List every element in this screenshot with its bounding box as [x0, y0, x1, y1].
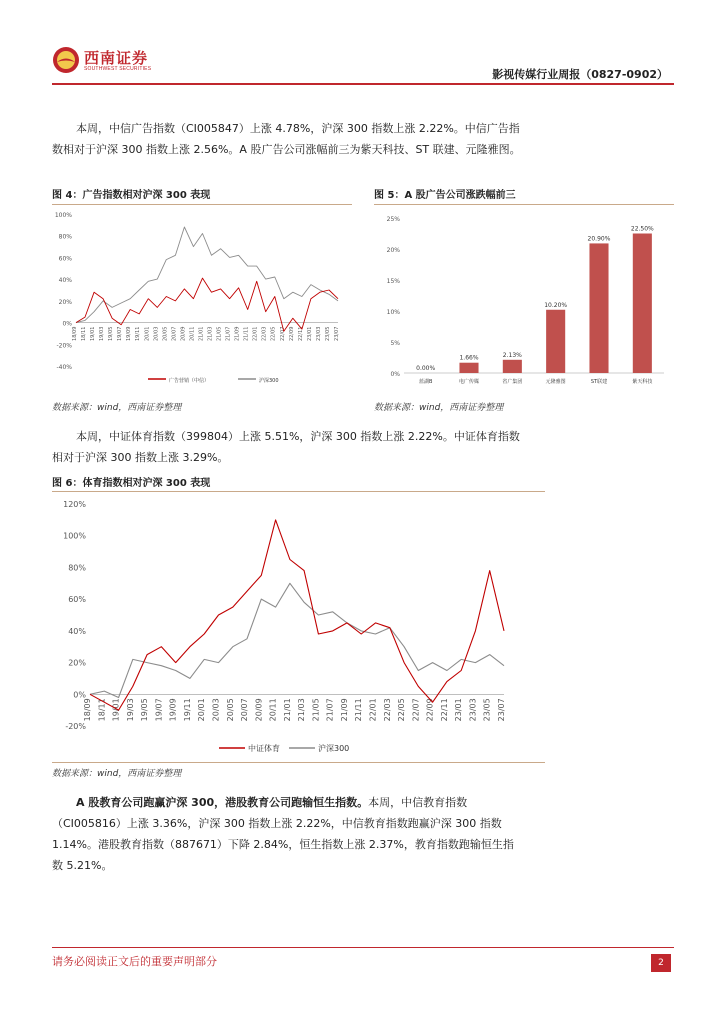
- logo-subtitle: SOUTHWEST SECURITIES: [84, 66, 152, 72]
- fig6-xtick-label: 20/01: [197, 698, 207, 722]
- fig6-xtick-label: 18/11: [97, 698, 107, 722]
- fig4-xtick-label: 20/01: [144, 326, 151, 341]
- fig5-ytick-label: 15%: [386, 278, 400, 285]
- fig4-xtick-label: 23/07: [334, 326, 340, 341]
- fig5-ytick-label: 0%: [390, 371, 400, 378]
- fig6-xtick-label: 21/09: [339, 698, 349, 722]
- fig6-rule: [52, 491, 545, 492]
- fig6-xtick-label: 19/03: [125, 698, 135, 722]
- fig5-category-label: 紫天科技: [632, 379, 653, 385]
- fig4-xtick-label: 23/05: [324, 326, 331, 341]
- fig5-chart: [374, 206, 674, 396]
- fig4-xtick-label: 19/03: [99, 326, 106, 341]
- fig5-bar-value-label: 2.13%: [502, 351, 522, 359]
- fig6-xtick-label: 23/01: [454, 698, 464, 722]
- fig5-ytick-label: 20%: [386, 247, 400, 254]
- fig6-xtick-label: 22/03: [382, 698, 392, 722]
- fig4-xtick-label: 18/11: [81, 326, 88, 341]
- fig6-xtick-label: 23/07: [497, 698, 506, 722]
- fig6-xtick-label: 19/11: [182, 698, 192, 722]
- fig4-xtick-label: 21/03: [207, 326, 214, 341]
- fig6-ytick-label: 80%: [68, 563, 86, 573]
- footer-disclaimer: 请务必阅读正文后的重要声明部分: [52, 955, 217, 968]
- fig6-chart: [52, 493, 545, 761]
- fig4-xtick-label: 20/05: [162, 326, 169, 341]
- fig6-xtick-label: 21/05: [311, 698, 321, 722]
- fig5-ytick-label: 10%: [386, 309, 400, 316]
- fig4-xtick-label: 22/11: [297, 326, 304, 341]
- fig5-category-label: 电广传媒: [458, 379, 480, 385]
- fig5-bar-value-label: 10.20%: [544, 301, 568, 309]
- fig6-xtick-label: 22/09: [425, 698, 435, 722]
- fig6-xtick-label: 21/03: [297, 698, 307, 722]
- fig4-xtick-label: 19/05: [108, 326, 115, 341]
- fig4-xtick-label: 20/09: [180, 326, 187, 341]
- fig4-xtick-label: 20/07: [171, 326, 178, 341]
- fig6-series-line: [90, 520, 504, 710]
- fig5-title: 图 5：A 股广告公司涨跌幅前三: [374, 190, 516, 201]
- fig6-ytick-label: 100%: [63, 531, 86, 541]
- fig4-source: 数据来源：wind，西南证券整理: [52, 403, 182, 413]
- fig5-category-label: 元隆雅图: [545, 379, 566, 385]
- fig6-xtick-label: 19/05: [140, 698, 150, 722]
- fig4-ytick-label: 60%: [58, 255, 72, 263]
- fig6-xtick-label: 20/11: [268, 698, 278, 722]
- fig4-ytick-label: -40%: [56, 364, 72, 371]
- fig5-source: 数据来源：wind，西南证券整理: [374, 403, 504, 413]
- report-title: 影视传媒行业周报（0827-0902）: [492, 68, 668, 81]
- paragraph-education-lead: A 股教育公司跑赢沪深 300，港股教育公司跑输恒生指数。: [76, 796, 369, 809]
- fig4-xtick-label: 21/01: [198, 326, 205, 341]
- header-divider: [52, 83, 674, 85]
- fig4-series-line: [76, 278, 338, 331]
- fig6-title: 图 6：体育指数相对沪深 300 表现: [52, 478, 211, 489]
- fig6-xtick-label: 23/05: [482, 698, 492, 722]
- fig4-rule: [52, 204, 352, 205]
- fig4-xtick-label: 23/03: [315, 326, 322, 341]
- fig5-bar-value-label: 22.50%: [630, 225, 654, 233]
- fig4-xtick-label: 19/01: [90, 326, 97, 341]
- fig4-xtick-label: 21/07: [225, 326, 232, 341]
- fig6-xtick-label: 19/01: [111, 698, 121, 722]
- fig4-xtick-label: 22/05: [270, 326, 277, 341]
- fig4-xtick-label: 19/09: [126, 326, 133, 341]
- fig6-xtick-label: 22/07: [411, 698, 421, 722]
- fig5-category-label: 蓝湖B: [418, 379, 433, 385]
- fig6-xtick-label: 20/03: [211, 698, 221, 722]
- logo-mark: [52, 46, 80, 74]
- logo: [52, 44, 162, 76]
- fig4-xtick-label: 22/03: [261, 326, 268, 341]
- fig6-xtick-label: 18/09: [83, 698, 92, 722]
- paragraph-sports: [52, 426, 523, 468]
- fig5-bar-value-label: 20.90%: [587, 235, 611, 243]
- fig6-ytick-label: 40%: [68, 626, 86, 636]
- fig4-xtick-label: 19/11: [135, 326, 142, 341]
- fig5-ytick-label: 5%: [390, 340, 400, 347]
- fig6-xtick-label: 22/05: [397, 698, 407, 722]
- fig4-xtick-label: 22/07: [279, 326, 286, 341]
- fig4-xtick-label: 21/09: [234, 326, 241, 341]
- fig6-bottom-rule: [52, 762, 545, 763]
- fig6-ytick-label: 60%: [68, 595, 86, 605]
- fig4-xtick-label: 23/01: [306, 326, 313, 341]
- fig6-legend-label: 中证体育: [248, 744, 280, 753]
- fig4-xtick-label: 22/01: [252, 326, 259, 341]
- fig6-xtick-label: 19/07: [154, 698, 164, 722]
- fig5-rule: [374, 204, 674, 205]
- fig6-xtick-label: 20/09: [254, 698, 264, 722]
- fig6-source: 数据来源：wind，西南证券整理: [52, 769, 182, 779]
- fig4-ytick-label: -20%: [56, 342, 72, 350]
- fig5-bar: [633, 234, 652, 374]
- fig5-bar: [589, 243, 608, 373]
- fig6-xtick-label: 21/01: [282, 698, 292, 722]
- fig6-xtick-label: 21/11: [354, 698, 364, 722]
- fig6-xtick-label: 19/09: [168, 698, 178, 722]
- fig4-xtick-label: 20/11: [189, 326, 196, 341]
- fig6-xtick-label: 23/03: [468, 698, 478, 722]
- fig6-xtick-label: 22/11: [439, 698, 449, 722]
- fig4-legend-label: 广告营销（中信）: [169, 378, 210, 384]
- fig6-ytick-label: 20%: [68, 658, 86, 668]
- fig4-xtick-label: 18/09: [72, 326, 78, 341]
- fig4-title: 图 4：广告指数相对沪深 300 表现: [52, 190, 211, 201]
- fig4-legend-label: 沪深300: [259, 378, 279, 384]
- fig6-ytick-label: 120%: [63, 500, 86, 509]
- fig6-ytick-label: -20%: [65, 722, 86, 731]
- fig4-series-line: [76, 227, 338, 323]
- fig6-xtick-label: 20/07: [240, 698, 250, 722]
- page-number: 2: [651, 954, 671, 972]
- fig4-xtick-label: 22/09: [288, 326, 295, 341]
- paragraph-education: [52, 792, 523, 876]
- fig4-ytick-label: 20%: [58, 298, 72, 306]
- logo-name: 西南证券: [84, 49, 149, 67]
- paragraph-advertising: [52, 118, 523, 160]
- fig5-bar: [503, 360, 522, 373]
- fig6-xtick-label: 21/07: [325, 698, 335, 722]
- fig5-bar: [546, 310, 565, 373]
- paragraph-advertising-text: 本周，中信广告指数（CI005847）上涨 4.78%，沪深 300 指数上涨 2.22%。中信广告指数相对于沪深 300 指数上涨 2.56%。A 股广告公司涨幅前三为紫天科技、ST 联建、元隆雅图。: [52, 122, 521, 156]
- fig6-legend-label: 沪深300: [318, 744, 350, 753]
- footer-divider: [52, 947, 674, 948]
- fig5-ytick-label: 25%: [386, 216, 400, 223]
- fig6-ytick-label: 0%: [73, 690, 86, 700]
- paragraph-sports-text: 本周，中证体育指数（399804）上涨 5.51%，沪深 300 指数上涨 2.22%。中证体育指数相对于沪深 300 指数上涨 3.29%。: [52, 430, 520, 464]
- fig4-xtick-label: 21/05: [216, 326, 223, 341]
- fig5-bar-value-label: 0.00%: [416, 365, 436, 372]
- fig6-xtick-label: 22/01: [368, 698, 378, 722]
- fig5-category-label: 省广集团: [502, 379, 523, 385]
- fig4-ytick-label: 80%: [58, 233, 72, 241]
- fig4-chart: [52, 206, 352, 396]
- fig4-xtick-label: 19/07: [117, 326, 124, 341]
- fig6-series-line: [90, 583, 504, 697]
- paragraph-education-text: 本周，中信教育指数（CI005816）上涨 3.36%，沪深 300 指数上涨 2.22%，中信教育指数跑赢沪深 300 指数 1.14%。港股教育指数（887671）下降 2.84%，恒生指数上涨 2.37%，教育指数跑输恒生指数 5.21%。: [52, 796, 514, 872]
- fig5-bar: [459, 363, 478, 373]
- fig4-xtick-label: 20/03: [153, 326, 160, 341]
- fig4-ytick-label: 100%: [54, 212, 72, 219]
- fig4-ytick-label: 0%: [62, 320, 72, 328]
- fig4-xtick-label: 21/11: [243, 326, 250, 341]
- fig6-xtick-label: 20/05: [225, 698, 235, 722]
- fig5-category-label: ST联建: [590, 379, 608, 385]
- fig4-ytick-label: 40%: [58, 277, 72, 285]
- fig5-bar-value-label: 1.66%: [459, 354, 479, 362]
